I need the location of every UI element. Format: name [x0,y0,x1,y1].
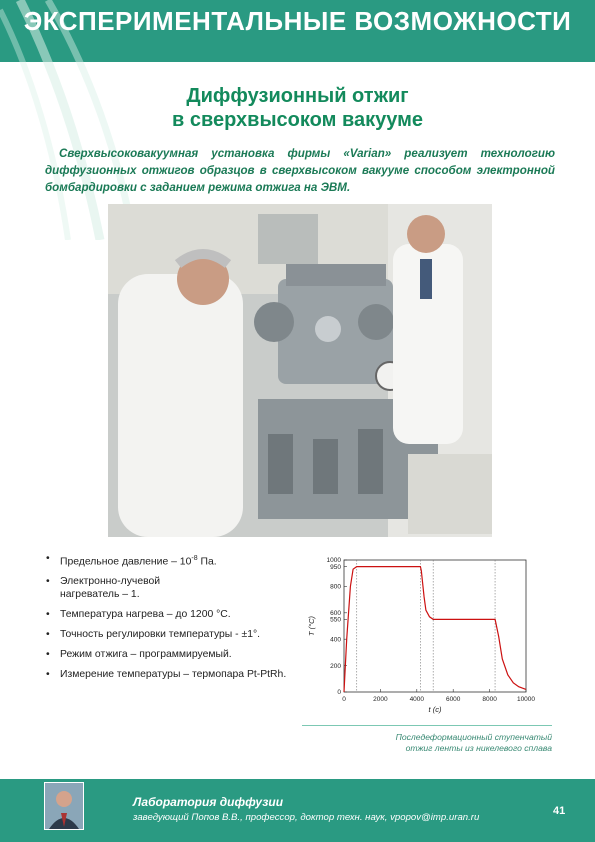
x-tick-label: 4000 [409,696,425,703]
x-tick-label: 8000 [482,696,497,703]
chart-frame [344,560,526,692]
section-title: ЭКСПЕРИМЕНТАЛЬНЫЕ ВОЗМОЖНОСТИ [23,6,572,36]
y-tick-label: 1000 [326,557,341,565]
bullet-icon: • [46,553,50,564]
y-tick-label: 950 [330,563,341,571]
x-axis-label: t (c) [428,705,442,714]
chart-divider [302,725,552,726]
specs-list [44,552,294,688]
spec-item: • Режим отжига – программируемый. [46,649,232,661]
bullet-icon: • [46,629,50,641]
footer-band [0,779,595,842]
article-title [0,84,595,132]
head-portrait [44,782,84,830]
spec-item: • Температура нагрева – до 1200 °С. [46,609,231,621]
spec-item: • Электронно-лучевой нагреватель – 1. [46,576,161,601]
lab-head: заведующий Попов В.В., профессор, доктор техн. наук, vpopov@imp.uran.ru [133,812,480,823]
y-axis-label: T (°C) [307,615,316,637]
bullet-icon: • [46,669,50,681]
y-tick-label: 600 [330,610,341,617]
y-tick-label: 550 [330,616,341,624]
page-number: 41 [553,805,566,817]
x-tick-label: 6000 [445,696,461,703]
caption-line2: отжиг ленты из никелевого сплава [405,743,552,753]
y-tick-label: 800 [330,583,341,591]
article-title-line2: в сверхвысоком вакууме [171,109,424,131]
bullet-icon: • [46,649,50,661]
x-tick-label: 0 [342,696,346,703]
spec-item: • Измерение температуры – термопара Pt-PtRh. [46,669,287,681]
y-tick-label: 400 [330,636,341,644]
spec-item: • Точность регулировки температуры - ±1°. [46,629,261,641]
lab-photo [108,204,492,537]
lab-name: Лаборатория диффузии [133,795,284,809]
y-tick-label: 200 [330,662,341,670]
annealing-chart [300,552,540,717]
x-tick-label: 10000 [516,696,536,703]
chart-caption [355,732,552,754]
caption-line1: Последеформационный ступенчатый [395,732,552,742]
bullet-icon: • [46,609,50,621]
article-title-line1: Диффузионный отжиг [186,85,409,107]
spec-item: • Предельное давление – $10^{-8}$ Па. [46,553,217,568]
bullet-icon: • [46,576,50,588]
y-tick-label: 0 [337,689,341,697]
intro-paragraph: Сверхвысоковакуумная установка фирмы «Varian» реализует технологию диффузионных отжигов образцов в сверхвысоком вакууме способом электронной бомбардировки с заданием режима отжига на ЭВМ. [45,147,555,194]
x-tick-label: 2000 [373,696,388,703]
